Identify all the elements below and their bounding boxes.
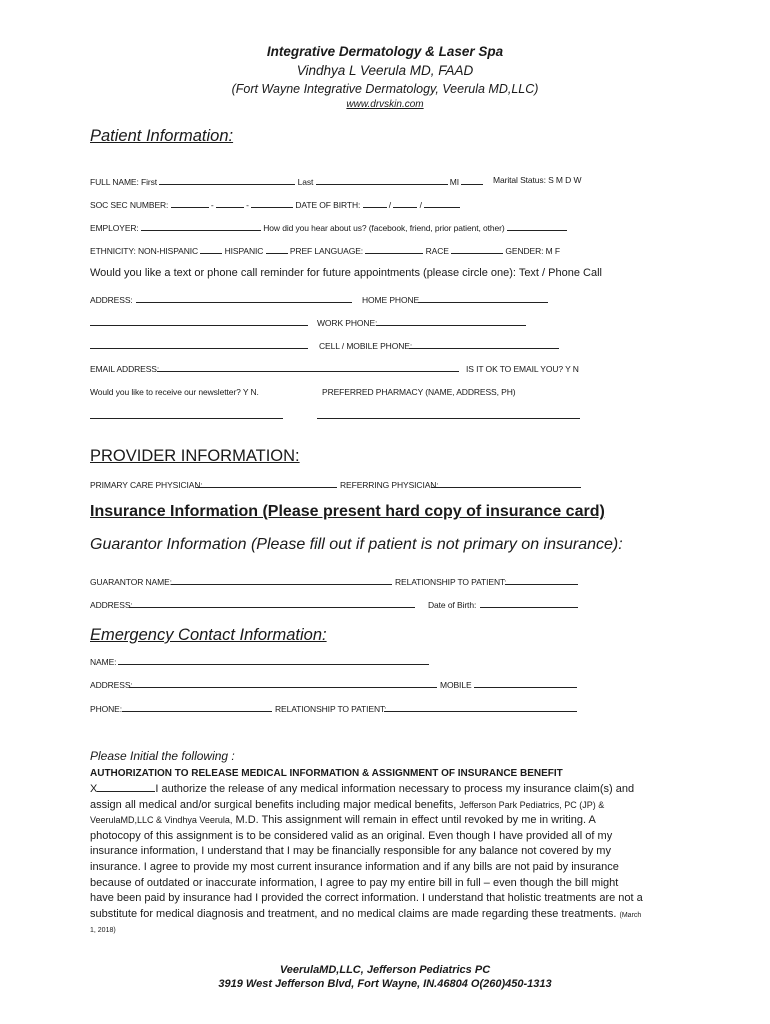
pharmacy-field[interactable] [317,418,580,419]
mi-field[interactable] [461,175,483,185]
emergency-address-field[interactable] [129,687,437,688]
authorization-line: have been paid by insurance had I provided the correct information. I understand that holistic treatments are not a [90,892,643,905]
practice-name: Integrative Dermatology & Laser Spa [266,44,504,59]
ssn-field-3[interactable] [251,198,293,208]
authorization-text: I authorize the release of any medical information necessary to process my insurance claim(s) and [155,783,635,795]
full-name-row [90,175,483,187]
last-name-field[interactable] [316,175,448,185]
home-phone-label: HOME PHONE [362,295,420,305]
employer-label: EMPLOYER: [90,223,139,233]
guarantor-dob-field[interactable] [480,607,578,608]
first-name-label: FULL NAME: First [90,177,158,187]
referral-source-label: How did you hear about us? (facebook, friend, prior patient, other) [263,223,505,233]
gender-label[interactable]: GENDER: M F [505,246,560,256]
guarantor-relationship-label: RELATIONSHIP TO PATIENT: [395,577,507,587]
authorization-line [90,781,690,798]
ssn-dob-row [90,198,460,210]
ethnicity-label: ETHNICITY: NON-HISPANIC [90,246,199,256]
authorization-line [90,907,690,924]
emergency-name-label: NAME: [90,657,117,667]
ssn-field-1[interactable] [171,198,209,208]
insurance-info-title: Insurance Information (Please present hard copy of insurance card) [90,503,605,520]
emergency-contact-title: Emergency Contact Information: [90,626,327,644]
authorization-text-small: VeerulaMD,LLC & Vindhya Veerula, [90,815,233,826]
website-link[interactable]: www.drvskin.com [346,99,424,110]
initial-x-mark: X [90,783,98,795]
address-field-2[interactable] [90,325,308,326]
authorization-line [90,798,690,814]
last-name-label: Last [297,177,314,187]
guarantor-dob-label: Date of Birth: [428,600,477,610]
cell-phone-field[interactable] [409,348,559,349]
mi-label: MI [449,177,460,187]
footer-company: VeerulaMD,LLC, Jefferson Pediatrics PC [279,964,491,976]
dob-slash: / [419,200,422,210]
initial-prompt: Please Initial the following : [90,749,235,763]
referring-physician-field[interactable] [431,487,581,488]
ssn-label: SOC SEC NUMBER: [90,200,169,210]
ssn-field-2[interactable] [216,198,244,208]
pcp-label: PRIMARY CARE PHYSICIAN: [90,480,203,490]
referral-source-field[interactable] [507,221,567,231]
email-consent-label[interactable]: IS IT OK TO EMAIL YOU? Y N [466,364,579,374]
emergency-relationship-label: RELATIONSHIP TO PATIENT: [275,704,387,714]
emergency-phone-label: PHONE: [90,704,122,714]
guarantor-relationship-field[interactable] [505,584,578,585]
guarantor-name-label: GUARANTOR NAME: [90,577,172,587]
hispanic-field[interactable] [266,244,288,254]
emergency-mobile-field[interactable] [474,687,577,688]
practice-affiliation: (Fort Wayne Integrative Dermatology, Veerula MD,LLC) [231,82,539,96]
dob-label: DATE OF BIRTH: [295,200,361,210]
dob-month-field[interactable] [363,198,387,208]
emergency-name-field[interactable] [118,664,429,665]
employer-row [90,221,567,233]
authorization-text: M.D. This assignment will remain in effect until revoked by me in writing. A [232,814,596,827]
work-phone-label: WORK PHONE: [317,318,378,328]
emergency-mobile-label: MOBILE [440,680,472,690]
ssn-dash: - [246,200,249,210]
newsletter-extra-field[interactable] [90,418,283,419]
authorization-line: insurance information, I understand that I may be financially responsible for any balance not covered by my [90,845,611,858]
email-label: EMAIL ADDRESS: [90,364,160,374]
patient-info-title: Patient Information: [90,127,234,145]
revision-date: (March [619,911,642,919]
dob-slash: / [388,200,392,210]
guarantor-address-label: ADDRESS: [90,600,133,610]
work-phone-field[interactable] [376,325,526,326]
provider-info-title: PROVIDER INFORMATION: [90,447,300,465]
guarantor-info-title: Guarantor Information (Please fill out if patient is not primary on insurance): [90,536,623,553]
dob-day-field[interactable] [393,198,417,208]
hispanic-label: HISPANIC [224,246,264,256]
first-name-field[interactable] [159,175,295,185]
guarantor-name-field[interactable] [171,584,392,585]
pcp-field[interactable] [196,487,337,488]
pharmacy-label: PREFERRED PHARMACY (NAME, ADDRESS, PH) [322,387,516,397]
doctor-name: Vindhya L Veerula MD, FAAD [296,63,474,78]
authorization-line: insurance. I agree to provide my most current insurance information and if any bills are not paid by insurance [90,860,619,873]
race-field[interactable] [451,244,503,254]
guarantor-address-field[interactable] [129,607,415,608]
emergency-address-label: ADDRESS: [90,680,133,690]
reminder-preference[interactable]: Would you like a text or phone call reminder for future appointments (please circle one): Text / Phone Call [90,267,602,279]
initial-field[interactable] [97,781,155,792]
race-label: RACE [425,246,449,256]
address-field-3[interactable] [90,348,308,349]
newsletter-label[interactable]: Would you like to receive our newsletter? Y N. [90,387,259,397]
dob-year-field[interactable] [424,198,460,208]
demographics-row [90,244,560,256]
authorization-text: assign all medical and/or surgical benefits including major medical benefits, [90,798,457,811]
authorization-line [90,813,690,829]
marital-status-label[interactable]: Marital Status: S M D W [493,175,582,185]
authorization-text: substitute for medical diagnosis and treatment, and no medical claims are made regarding these treatments. [90,907,617,920]
authorization-heading: AUTHORIZATION TO RELEASE MEDICAL INFORMATION & ASSIGNMENT OF INSURANCE BENEFIT [90,768,563,779]
authorization-line: photocopy of this assignment is to be considered valid as an original. Even though I have provided all of my [90,829,613,842]
address-label: ADDRESS: [90,295,133,305]
non-hispanic-field[interactable] [200,244,222,254]
emergency-relationship-field[interactable] [384,711,577,712]
cell-phone-label: CELL / MOBILE PHONE: [319,341,413,351]
authorization-body [90,781,690,939]
ssn-dash: - [210,200,214,210]
revision-date-cont: 1, 2018) [90,927,116,935]
pref-language-label: PREF LANGUAGE: [289,246,364,256]
pref-language-field[interactable] [365,244,423,254]
employer-field[interactable] [141,221,261,231]
referring-physician-label: REFERRING PHYSICIAN: [340,480,439,490]
address-field-1[interactable] [136,302,352,303]
emergency-phone-field[interactable] [122,711,272,712]
email-field[interactable] [157,371,459,372]
home-phone-field[interactable] [418,302,548,303]
authorization-line: because of outdated or inaccurate information, I agree to pay my entire bill in full – even though the bill might [90,876,619,889]
footer-address: 3919 West Jefferson Blvd, Fort Wayne, IN.46804 O(260)450-1313 [218,978,552,990]
authorization-text-small: Jefferson Park Pediatrics, PC (JP) & [459,799,605,810]
